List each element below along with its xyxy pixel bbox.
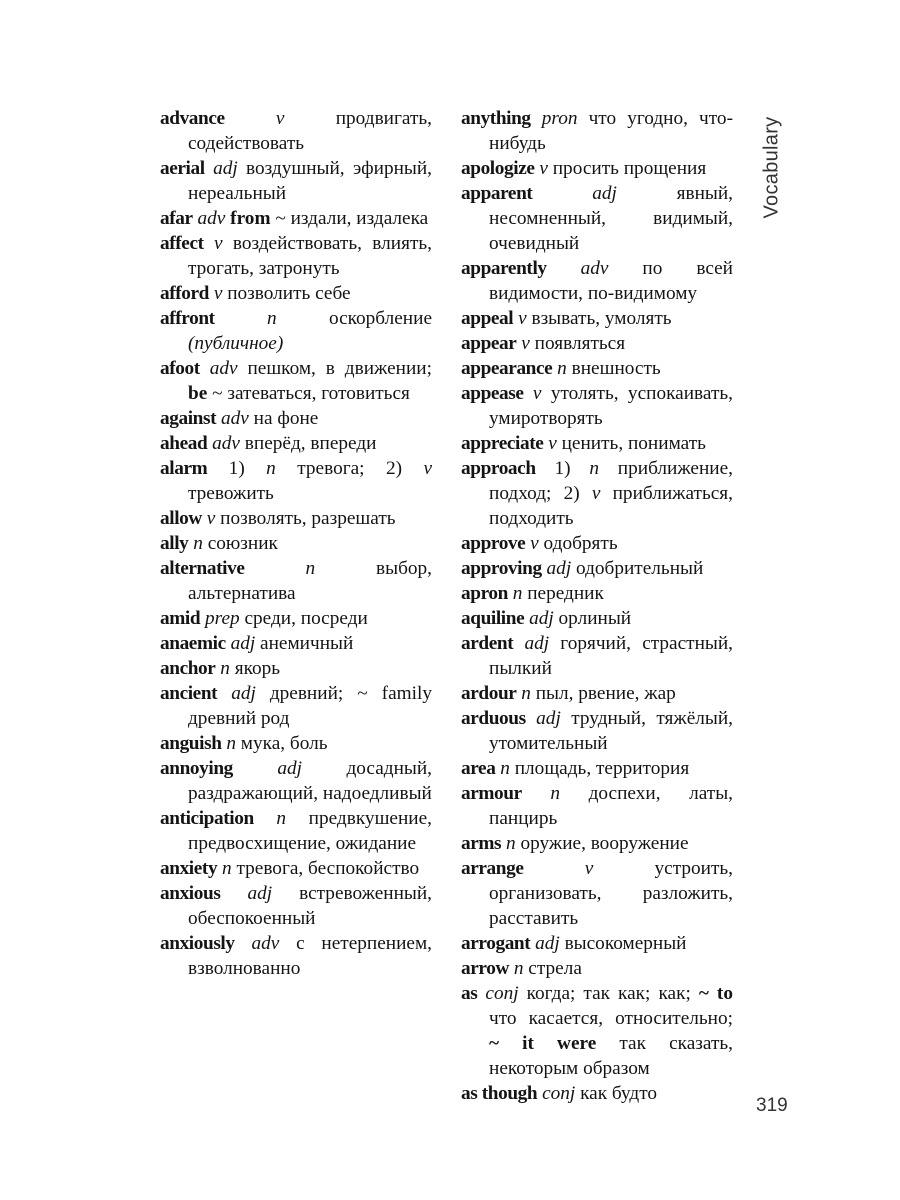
definition-text: оружие, вооружение [515,833,689,854]
phrase: from [230,208,271,229]
headword: advance [160,108,225,129]
dictionary-entry [461,756,733,781]
running-head [752,108,792,226]
headword: anchor [160,658,216,679]
phrase: be [188,383,208,404]
definition-text: ценить, понимать [556,433,706,454]
dictionary-column-right [461,106,733,1106]
headword: anaemic [160,633,226,654]
part-of-speech: v [530,533,539,554]
headword: anticipation [160,808,254,829]
headword: affront [160,308,215,329]
definition-text: встревоженный, обеспокоенный [188,883,432,929]
headword: arduous [461,708,526,729]
headword: annoying [160,758,233,779]
part-of-speech: pron [541,108,578,129]
definition-text [235,933,252,954]
part-of-speech: adv [580,258,609,279]
definition-text: позволить себе [222,283,351,304]
definition-text: пыл, рвение, жар [530,683,676,704]
headword: anything [461,108,531,129]
dictionary-entry [160,206,432,231]
part-of-speech: adj [535,933,560,954]
part-of-speech: v [206,508,216,529]
dictionary-entry [461,306,733,331]
part-of-speech: n [506,833,516,854]
headword: ahead [160,433,208,454]
dictionary-entry [461,706,733,756]
headword: appeal [461,308,514,329]
dictionary-entry [461,256,733,306]
headword: apparent [461,183,533,204]
definition-text: так сказать, некоторым образом [489,1033,733,1079]
definition-text: ~ издали, издалека [270,208,429,229]
part-of-speech: adj [524,633,550,654]
definition-text: союзник [202,533,278,554]
headword: afford [160,283,210,304]
part-of-speech: n [513,958,524,979]
definition-text [524,858,585,879]
definition-text: устроить, организовать, разложить, расставить [489,858,733,929]
definition-text [532,183,592,204]
headword: area [461,758,496,779]
definition-text: приближаться, подходить [489,483,734,529]
phrase: ~ it were [489,1033,597,1054]
definition-text: тревожить [188,483,274,504]
definition-text: когда; так как; как; [518,983,699,1004]
definition-text: древний; ~ family древний род [188,683,432,729]
definition-text: одобрительный [571,558,704,579]
definition-text [513,633,524,654]
part-of-speech: v [548,433,557,454]
dictionary-entry [160,806,432,856]
part-of-speech: adj [213,158,238,179]
dictionary-entry [160,406,432,431]
dictionary-entry [461,381,733,431]
definition-text: передник [522,583,604,604]
definition-text: предвкушение, предвосхищение, ожидание [188,808,432,854]
part-of-speech: v [213,233,223,254]
definition-text: явный, несомненный, видимый, очевидный [489,183,733,254]
headword: afoot [160,358,200,379]
part-of-speech: adj [247,883,273,904]
dictionary-entry [461,931,733,956]
definition-text: тревога, беспокойство [231,858,420,879]
dictionary-entry [461,431,733,456]
part-of-speech: n [266,458,276,479]
dictionary-entry [160,506,432,531]
definition-text: появляться [529,333,626,354]
definition-text: мука, боль [235,733,328,754]
definition-text: среди, посреди [239,608,368,629]
headword: as [461,983,478,1004]
dictionary-entry [160,631,432,656]
dictionary-entry [160,306,432,356]
dictionary-entry [461,356,733,381]
headword: ardour [461,683,517,704]
headword: appease [461,383,524,404]
phrase: ~ to [698,983,733,1004]
part-of-speech: adv [212,433,240,454]
definition-text: якорь [229,658,281,679]
dictionary-entry [160,456,432,506]
definition-text: что касается, относительно; [489,1008,733,1029]
running-head-text: Vocabulary [760,116,783,218]
dictionary-entry [461,331,733,356]
definition-text: приближение, подход; 2) [489,458,733,504]
part-of-speech: n [589,458,599,479]
part-of-speech: n [193,533,203,554]
part-of-speech: v [521,333,530,354]
headword: ally [160,533,189,554]
dictionary-entry [461,981,733,1081]
headword: appearance [461,358,553,379]
definition-text [215,308,267,329]
part-of-speech: n [222,858,232,879]
definition-text [217,683,231,704]
headword: affect [160,233,204,254]
definition-text [200,358,210,379]
dictionary-entry [461,556,733,581]
part-of-speech: n [512,583,523,604]
part-of-speech: v [518,308,527,329]
headword: appear [461,333,517,354]
headword: ardent [461,633,514,654]
definition-text: по всей видимости, по-видимому [489,258,733,304]
dictionary-entry [160,931,432,981]
dictionary-column-left [160,106,432,981]
definition-text: досадный, раздражающий, надоедливый [188,758,432,804]
definition-text: трудный, тяжёлый, утомительный [489,708,733,754]
definition-text: выбор, альтернатива [188,558,432,604]
part-of-speech: adj [277,758,303,779]
definition-text: утолять, успокаивать, умиротворять [489,383,733,429]
part-of-speech: adj [536,708,561,729]
part-of-speech: conj [542,1083,576,1104]
headword: armour [461,783,522,804]
dictionary-entry [160,856,432,881]
dictionary-entry [461,156,733,181]
part-of-speech: v [275,108,285,129]
part-of-speech: n [521,683,531,704]
part-of-speech: n [557,358,567,379]
part-of-speech: adv [220,408,249,429]
part-of-speech: (публичное) [188,333,284,354]
part-of-speech: n [226,733,236,754]
dictionary-entry [461,106,733,156]
definition-text: доспехи, латы, панцирь [489,783,733,829]
headword: aerial [160,158,205,179]
headword: aquiline [461,608,525,629]
dictionary-entry [160,606,432,631]
headword: ancient [160,683,218,704]
dictionary-entry [461,181,733,256]
dictionary-entry [160,531,432,556]
definition-text: продвигать, содействовать [188,108,432,154]
definition-text: пешком, в движении; [237,358,432,379]
definition-text: просить прощения [547,158,707,179]
definition-text: орлиный [553,608,632,629]
dictionary-entry [461,631,733,681]
definition-text: одобрять [538,533,618,554]
part-of-speech: n [305,558,316,579]
definition-text [244,558,305,579]
definition-text [522,783,551,804]
dictionary-entry [461,456,733,531]
part-of-speech: adv [197,208,226,229]
dictionary-entry [160,656,432,681]
dictionary-entry [160,231,432,281]
definition-text: оскорбление [276,308,432,329]
definition-text: 1) [535,458,590,479]
part-of-speech: v [213,283,223,304]
definition-text [547,258,581,279]
definition-text: взывать, умолять [526,308,672,329]
part-of-speech: v [584,858,594,879]
part-of-speech: adj [230,633,256,654]
definition-text: позволять, разрешать [215,508,396,529]
part-of-speech: adv [251,933,280,954]
part-of-speech: adj [592,183,617,204]
dictionary-entry [160,556,432,606]
headword: against [160,408,217,429]
definition-text [204,233,214,254]
page-number: 319 [756,1095,788,1116]
dictionary-entry [461,681,733,706]
headword: apologize [461,158,535,179]
headword: afar [160,208,193,229]
part-of-speech: adj [529,608,554,629]
headword: approach [461,458,536,479]
headword: alternative [160,558,245,579]
dictionary-entry [461,531,733,556]
headword: arrange [461,858,524,879]
definition-text: высокомерный [559,933,687,954]
headword: anxiety [160,858,218,879]
dictionary-entry [160,756,432,806]
part-of-speech: v [539,158,548,179]
headword: anguish [160,733,222,754]
headword: anxious [160,883,221,904]
part-of-speech: v [532,383,542,404]
dictionary-entry [160,356,432,406]
headword: amid [160,608,201,629]
definition-text: 1) [207,458,267,479]
definition-text [254,808,277,829]
definition-text [225,108,276,129]
definition-text [524,383,533,404]
part-of-speech: adj [546,558,572,579]
part-of-speech: adj [231,683,256,704]
dictionary-entry [461,856,733,931]
headword: arms [461,833,502,854]
dictionary-entry [461,831,733,856]
headword: alarm [160,458,208,479]
dictionary-entry [160,156,432,206]
definition-text [526,708,536,729]
headword: appreciate [461,433,544,454]
part-of-speech: n [267,308,277,329]
part-of-speech: n [220,658,230,679]
part-of-speech: n [550,783,561,804]
dictionary-entry [160,106,432,156]
dictionary-entry [160,431,432,456]
definition-text [205,158,213,179]
definition-text: горячий, страстный, пылкий [489,633,734,679]
definition-text [531,108,542,129]
definition-text: внешность [566,358,661,379]
headword: arrogant [461,933,531,954]
definition-text: воздушный, эфирный, нереальный [188,158,432,204]
dictionary-entry [461,1081,733,1106]
part-of-speech: n [500,758,510,779]
definition-text: тревога; 2) [275,458,424,479]
definition-text: с нетерпением, взволнованно [188,933,433,979]
definition-text: анемичный [255,633,354,654]
dictionary-entry [160,681,432,731]
headword: arrow [461,958,509,979]
dictionary-entry [461,781,733,831]
part-of-speech: prep [205,608,240,629]
part-of-speech: conj [485,983,519,1004]
dictionary-entry [160,731,432,756]
dictionary-entry [160,281,432,306]
part-of-speech: v [591,483,601,504]
headword: apparently [461,258,547,279]
part-of-speech: v [423,458,432,479]
definition-text: на фоне [248,408,319,429]
dictionary-entry [461,956,733,981]
headword: approve [461,533,526,554]
headword: approving [461,558,542,579]
definition-text [220,883,247,904]
headword: as though [461,1083,538,1104]
definition-text: что угодно, что-нибудь [489,108,733,154]
definition-text: стрела [523,958,582,979]
definition-text: как будто [575,1083,658,1104]
headword: anxiously [160,933,235,954]
definition-text: вперёд, впереди [239,433,377,454]
dictionary-entry [461,606,733,631]
definition-text: ~ затеваться, готовиться [207,383,410,404]
headword: allow [160,508,202,529]
definition-text: воздействовать, влиять, трогать, затронуть [188,233,433,279]
part-of-speech: n [276,808,287,829]
dictionary-entry [160,881,432,931]
headword: apron [461,583,508,604]
definition-text: площадь, территория [509,758,690,779]
part-of-speech: adv [209,358,238,379]
definition-text [233,758,277,779]
dictionary-entry [461,581,733,606]
